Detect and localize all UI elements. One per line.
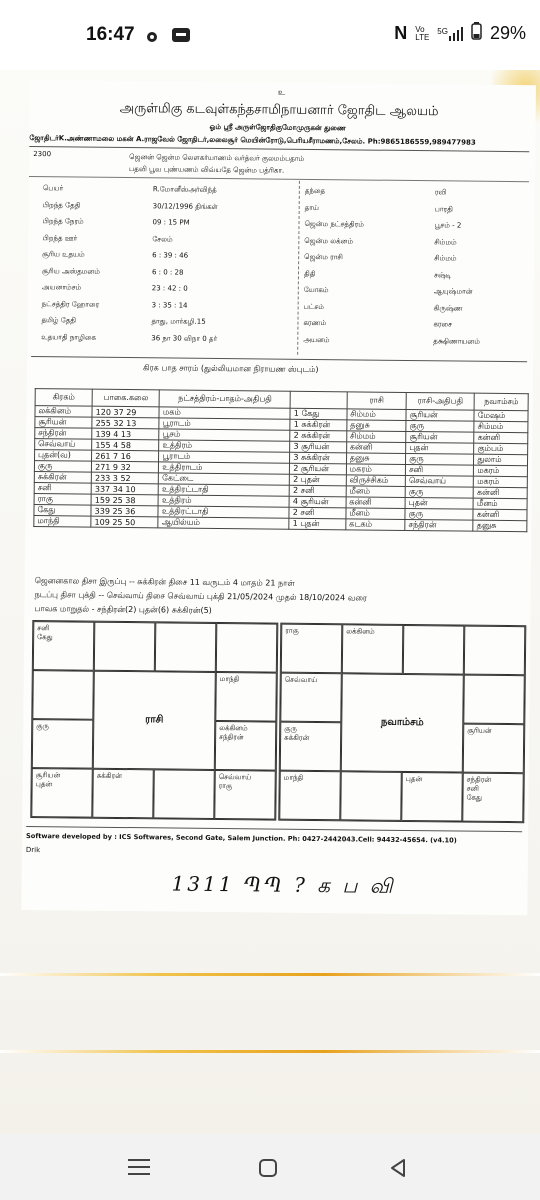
table-header-cell: ராசி (347, 392, 407, 410)
detail-label: பிறந்த ஊர் (42, 233, 78, 243)
table-cell: மகம் (159, 407, 290, 419)
table-header-cell: நவாம்சம் (474, 393, 528, 411)
detail-label: நட்சத்திர ஹோரை (41, 299, 100, 309)
detail-label: சூரிய அஸ்தமனம் (41, 266, 100, 276)
rasi-chart (30, 620, 278, 821)
table-cell: குரு (406, 453, 474, 465)
table-cell: செவ்வாய் (35, 439, 92, 451)
detail-value: சிம்மம் (434, 254, 457, 263)
detail-label: உதயாதி நாழிகை (41, 332, 97, 342)
table-header-cell: நட்சத்திரம்-பாதம்-அதிபதி (159, 390, 290, 408)
table-cell: விருச்சிகம் (346, 475, 406, 487)
chart-house (464, 626, 526, 676)
table-cell: கன்னி (346, 497, 406, 509)
table-cell: உத்திராடம் (159, 462, 290, 474)
table-cell: 4 சூரியன் (289, 496, 346, 508)
dasa-balance: ஜெனனகால திசா இருப்பு -- சுக்கிரன் திசை 11 வருடம் 4 மாதம் 21 நாள் (34, 576, 295, 588)
chart-house (463, 675, 525, 725)
table-cell: 261 7 16 (92, 450, 159, 462)
table-cell: குரு (34, 461, 91, 473)
invocation: உ (277, 87, 286, 97)
chart-house (153, 769, 215, 819)
decorative-stripe (0, 1050, 540, 1053)
chart-house: லக்கினம் சந்திரன் (215, 721, 277, 771)
footer-note: Drik (25, 845, 41, 855)
table-cell: சனி (34, 483, 91, 495)
chart-house (340, 771, 402, 821)
navigation-bar (0, 1134, 540, 1200)
page-subtitle: ஓம் ஸ்ரீ அருள்ஜோதிகுமோமுருகன் துணை (209, 122, 346, 133)
table-cell: 2 சூரியன் (290, 463, 347, 475)
table-cell: கடகம் (346, 519, 406, 531)
chart-house (155, 622, 217, 672)
detail-label: தமிழ் தேதி (41, 316, 77, 325)
table-cell: மகரம் (474, 476, 528, 488)
home-button[interactable] (258, 1158, 278, 1182)
detail-label: பட்சம் (303, 302, 324, 311)
table-cell: மேஷம் (474, 410, 528, 422)
chart-house: புதன் (401, 772, 463, 822)
chart-house (32, 670, 94, 720)
table-cell: ஆயில்யம் (158, 517, 289, 529)
decorative-stripe (0, 973, 540, 976)
detail-value: சிம்மம் (434, 237, 457, 246)
detail-label: கரணம் (303, 318, 327, 328)
table-cell: 139 4 13 (92, 428, 159, 440)
table-cell: 271 9 32 (92, 461, 159, 473)
signal-icon: 5G (437, 27, 463, 41)
status-bar (0, 0, 540, 70)
detail-value: சேலம் (152, 234, 173, 244)
chrome-icon (146, 28, 158, 47)
chart-center-label: நவாம்சம் (341, 673, 464, 772)
detail-value: தாது, மார்கழி.15 (151, 317, 206, 326)
table-cell: மகரம் (346, 464, 406, 476)
detail-value: 36 நா 30 விநா 0 தர் (151, 333, 218, 343)
table-cell: 2 சுக்கிரன் (290, 430, 347, 442)
detail-value: கரசை (433, 320, 453, 329)
table-cell: துலாம் (474, 454, 528, 466)
table-cell: கன்னி (473, 509, 527, 521)
table-cell: லக்கினம் (35, 406, 92, 418)
chart-house (403, 625, 465, 675)
detail-label: பிறந்த தேதி (42, 200, 81, 210)
detail-value: பூசம் - 2 (434, 221, 462, 230)
divider (26, 826, 522, 832)
table-header-cell: பாகை.கலை (92, 389, 159, 407)
planet-table (33, 388, 528, 532)
detail-value: ஆயுஷ்மான் (433, 287, 473, 296)
detail-value: R.மோனீஸ்அர்விந்த் (152, 185, 217, 194)
navamsa-chart (278, 623, 526, 824)
table-cell: மீனம் (346, 508, 406, 520)
table-cell: 255 32 13 (92, 417, 159, 429)
detail-label: பிறந்த நேரம் (42, 217, 84, 226)
table-cell: மீனம் (346, 486, 406, 498)
horoscope-page (21, 80, 536, 915)
detail-label: தாய் (304, 203, 319, 212)
document-viewer[interactable] (0, 70, 540, 1134)
table-cell: தனுசு (473, 520, 527, 532)
software-footer: Software developed by : ICS Softwares, Second Gate, Salem Junction. Ph: 0427-2442043.Cell: 94432-45654. (v4.10) (26, 832, 457, 845)
table-cell: தனுசு (346, 453, 406, 465)
detail-label: அயனாம்சம் (41, 283, 82, 292)
table-cell: 159 25 38 (91, 494, 158, 506)
chart-house: செவ்வாய் ராகு (214, 770, 276, 820)
table-cell: 1 சுக்கிரன் (290, 419, 347, 431)
detail-label: அயனம் (303, 335, 330, 344)
table-cell: 233 3 52 (91, 472, 158, 484)
table-cell: சூரியன் (35, 417, 92, 429)
table-cell: புதன் (405, 497, 473, 509)
table-cell: 2 சனி (289, 485, 346, 497)
app-notification-icon (172, 27, 190, 46)
table-cell: சந்திரன் (35, 428, 92, 440)
table-cell: 1 கேது (290, 408, 347, 420)
table-cell: சூரியன் (406, 431, 474, 443)
chart-house: ராகு (281, 624, 343, 674)
table-cell: 339 25 36 (91, 505, 158, 517)
table-cell: தனுசு (347, 420, 407, 432)
recent-apps-button[interactable] (128, 1158, 150, 1180)
doc-number: 2300 (33, 150, 52, 159)
table-cell: பூராடம் (159, 451, 290, 463)
handwritten-note: 1311 ՊՊ ? க ப வி (171, 871, 396, 898)
chart-house: செவ்வாய் (280, 673, 342, 723)
table-cell: 3 சூரியன் (290, 441, 347, 453)
battery-icon (471, 22, 482, 45)
detail-value: ரவி (434, 188, 447, 197)
detail-label: தந்தை (304, 186, 326, 196)
table-cell: உத்திரம் (159, 440, 290, 452)
battery-percent: 29% (489, 23, 526, 43)
table-cell: புதன்(வ) (35, 450, 92, 462)
table-header-cell: ராசி-அதிபதி (406, 392, 474, 410)
table-cell: கேட்டை (159, 473, 290, 485)
table-cell: 2 சனி (289, 507, 346, 519)
chart-center-label: ராசி (93, 671, 216, 770)
table-cell: குரு (405, 508, 473, 520)
table-cell: சந்திரன் (405, 519, 473, 531)
detail-label: ஜென்ம ராசி (304, 252, 343, 262)
table-header-cell (290, 391, 347, 409)
table-cell: பூசம் (159, 429, 290, 441)
table-cell: சுக்கிரன் (34, 472, 91, 484)
address-line: ஜோதிடர்K.அண்ணாமலை மகன் A.ராஜவேல் ஜோதிடர்,லலைசூர் மெயின்ரோடு,பெரியசீராமணம்,சேலம். Ph:9865186559,989477983 (29, 133, 476, 147)
table-cell: சிம்மம் (474, 421, 528, 433)
detail-value: சஷ்டி (433, 270, 452, 279)
back-button[interactable] (388, 1158, 408, 1182)
divider (297, 181, 300, 355)
table-cell: மகரம் (474, 465, 528, 477)
table-cell: 120 37 29 (92, 406, 159, 418)
chart-house: சனி கேது (33, 621, 95, 671)
page-title: அருள்மிகு கடவுள்கந்தசாமிநாயனார் ஜோதிட ஆலயம் (119, 100, 439, 120)
detail-value: 3 : 35 : 14 (151, 300, 188, 310)
intro-line: பதவி பூவ புண்யணம் விவ்யதே ஜென்ம பத்ரிகா. (129, 165, 285, 175)
chart-house (216, 623, 278, 673)
table-cell: சிம்மம் (346, 431, 406, 443)
table-caption: கிரக பாத சாரம் (துல்லியமான நிராயண ஸ்புடம்) (142, 363, 319, 375)
divider (31, 356, 527, 362)
table-cell: உத்திரம் (158, 495, 289, 507)
chart-house: சுக்கிரன் (92, 769, 154, 819)
table-cell: 1 புதன் (289, 518, 346, 530)
table-cell: கன்னி (474, 432, 528, 444)
table-cell: செவ்வாய் (405, 475, 473, 487)
detail-label: யோகம் (303, 285, 329, 295)
chart-house: குரு (32, 719, 94, 769)
table-cell: மாந்தி (34, 516, 91, 528)
table-cell: 3 சுக்கிரன் (290, 452, 347, 464)
detail-label: ஜென்ம லக்னம் (304, 236, 354, 245)
chart-house (94, 622, 156, 672)
clock: 16:47 (86, 24, 135, 45)
chart-house: சூரியன் புதன் (31, 768, 93, 818)
table-cell: கன்னி (346, 442, 406, 454)
chart-house: குரு சுக்கிரன் (280, 722, 342, 772)
table-cell: கும்பம் (474, 443, 528, 455)
table-cell: 109 25 50 (91, 516, 158, 528)
chart-house: சூரியன் (463, 724, 525, 774)
chart-house: லக்கினம் (342, 624, 404, 674)
chart-house: மாந்தி (279, 771, 341, 821)
table-cell: 337 34 10 (91, 483, 158, 495)
table-cell: குரு (406, 420, 474, 432)
bhava-change: பாவக மாறுதல் - சந்திரன்(2) புதன்(6) சுக்கிரன்(5) (34, 604, 212, 615)
table-cell: 2 புதன் (290, 474, 347, 486)
current-dasa: நடப்பு திசா புக்தி -- செவ்வாய் திசை செவ்வாய் புக்தி 21/05/2024 முதல் 18/10/2024 வரை (34, 590, 368, 603)
table-cell: கன்னி (473, 487, 527, 499)
divider (29, 176, 529, 182)
table-cell: கேது (34, 505, 91, 517)
table-cell: சனி (406, 464, 474, 476)
table-cell: ராகு (34, 494, 91, 506)
detail-value: 6 : 39 : 46 (152, 251, 189, 260)
detail-value: 09 : 15 PM (152, 218, 190, 227)
detail-value: கிருஷ்ண (433, 303, 463, 313)
table-cell: சூரியன் (406, 409, 474, 421)
detail-value: 30/12/1996 திங்கள் (152, 201, 218, 211)
table-cell: பூராடம் (159, 418, 290, 430)
detail-value: 23 : 42 : 0 (151, 284, 188, 293)
table-cell: சிம்மம் (347, 409, 407, 421)
table-cell: உத்திரட்டாதி (159, 484, 290, 496)
detail-label: சூரிய உதயம் (42, 250, 85, 259)
chart-house: மாந்தி (215, 672, 277, 722)
nfc-icon: N (394, 23, 408, 43)
detail-label: ஜென்ம நட்சத்திரம் (304, 219, 364, 229)
chart-house: சந்திரன் சனி கேது (462, 773, 524, 823)
table-cell: 155 4 58 (92, 439, 159, 451)
table-cell: மீனம் (473, 498, 527, 510)
table-header-cell: கிரகம் (35, 389, 92, 407)
detail-label: திதி (303, 269, 316, 278)
detail-value: தக்ஷிணாயனம் (433, 336, 480, 346)
table-cell: புதன் (406, 442, 474, 454)
table-cell: உத்திரட்டாதி (158, 506, 289, 518)
detail-value: பாரதி (434, 204, 453, 213)
volte-icon: Vo LTE (415, 24, 430, 42)
detail-label: பெயர் (42, 184, 64, 193)
detail-value: 6 : 0 : 28 (151, 267, 184, 277)
table-cell: குரு (405, 486, 473, 498)
intro-line: ஜெனன் ஜென்ம லௌகர்யாணம் வர்த்வர் குலமம்பதாம் (129, 153, 305, 163)
